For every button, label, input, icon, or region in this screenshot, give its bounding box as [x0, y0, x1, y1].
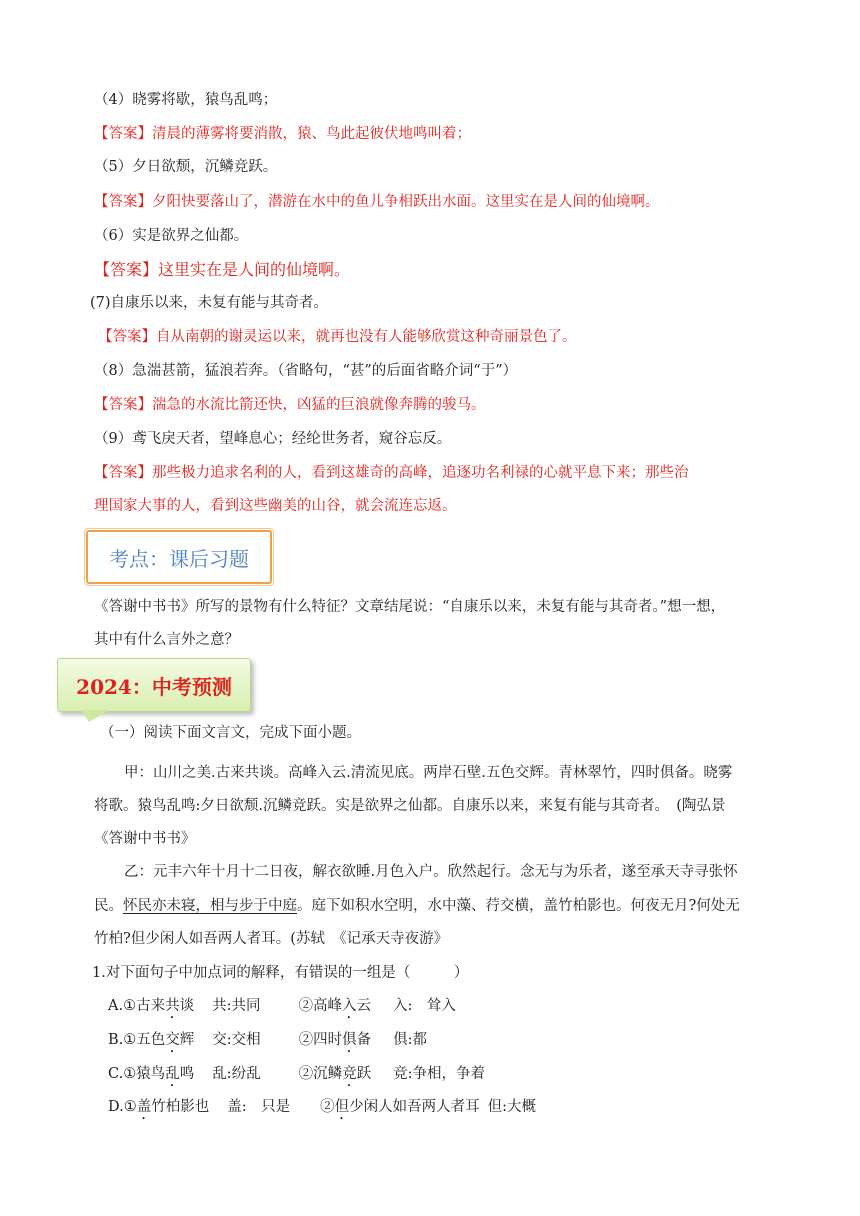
- option-item-1-rest: 辉: [179, 1032, 195, 1048]
- option-explain-1: 乱:纷乱: [212, 1066, 261, 1082]
- question-line-2: 其中有什么言外之意？: [94, 632, 239, 648]
- option-label: D.: [108, 1099, 124, 1115]
- banner-title: 2024：中考预测: [57, 658, 251, 712]
- answer-7: 【答案】自从南朝的谢灵运以来，就再也没有人能够欣赏这种奇丽景色了。: [98, 329, 577, 345]
- option-item-2-rest: 少闲人如吾两人者耳: [349, 1099, 480, 1115]
- passage-yi-line1: 乙：元丰六年十月十二日夜，解衣欲睡.月色入户。欣然起行。念无与为乐者，遂至承天寺寻张怀: [124, 864, 738, 880]
- item-6-text: （6）实是欲界之仙都。: [94, 228, 249, 244]
- option-item-2: ②高峰: [298, 998, 342, 1014]
- option-item-1: ①: [123, 1099, 137, 1115]
- dotted-word: 盖: [136, 1099, 152, 1115]
- option-item-2-rest: 跃: [356, 1066, 372, 1082]
- passage-yi-line2: [94, 896, 740, 916]
- kaodian-heading: [86, 530, 272, 584]
- question-line-1: 《答谢中书书》所写的景物有什么特征？文章结尾说：“自康乐以来，未复有能与其奇者。”想一想，: [94, 599, 726, 615]
- option-explain-1: 盖: 只是: [227, 1099, 291, 1115]
- option-item-1-rest: 鸣: [179, 1066, 195, 1082]
- answer-6: 【答案】这里实在是人间的仙境啊。: [94, 260, 351, 279]
- forecast-banner: [57, 658, 253, 722]
- section-intro: （一）阅读下面文言文，完成下面小题。: [100, 725, 361, 741]
- dotted-word: 交: [165, 1032, 180, 1048]
- dotted-word: 但: [334, 1099, 350, 1115]
- option-b: [108, 1030, 427, 1056]
- option-item-2: ②四时: [298, 1032, 343, 1048]
- answer-9-line1: 【答案】那些极力追求名利的人，看到这雄奇的高峰，追逐功名利禄的心就平息下来；那些治: [94, 465, 689, 481]
- option-item-2-rest: 云: [356, 998, 371, 1014]
- dotted-word: 入: [341, 998, 357, 1014]
- option-item-2-rest: 备: [356, 1032, 372, 1048]
- option-item-2: ②沉鳞: [298, 1066, 343, 1082]
- option-item-1-rest: 竹柏影也: [151, 1099, 210, 1115]
- option-label: A.: [108, 998, 124, 1014]
- option-explain-2: 俱:都: [393, 1032, 428, 1048]
- option-c: [108, 1064, 485, 1090]
- dotted-word: 共: [165, 998, 180, 1014]
- option-d: [108, 1097, 536, 1123]
- passage-yi-line3: 竹柏?但少闲人如吾两人者耳。(苏轼 《记承天寺夜游》: [94, 931, 449, 947]
- option-item-2: ②: [320, 1099, 335, 1115]
- passage-jia-line1: 甲：山川之美.古来共谈。高峰入云.清流见底。两岸石壁.五色交辉。青林翠竹，四时俱备。晓雾: [124, 765, 733, 781]
- option-explain-2: 竞:争相，争着: [393, 1066, 485, 1082]
- answer-5: 【答案】夕阳快要落山了，潜游在水中的鱼儿争相跃出水面。这里实在是人间的仙境啊。: [94, 194, 660, 210]
- item-8-text: （8）急湍甚箭，猛浪若奔。（省略句，“甚”的后面省略介词“于”）: [94, 363, 518, 379]
- dotted-word: 竞: [342, 1066, 357, 1082]
- option-explain-1: 交:交相: [212, 1032, 261, 1048]
- item-5-text: （5）夕日欲颓，沉鳞竞跃。: [94, 159, 278, 175]
- banner-tail-shape: [81, 710, 109, 722]
- item-9-text: （9）鸢飞戾天者，望峰息心；经纶世务者，窥谷忘反。: [94, 431, 452, 447]
- passage-jia-line2: 将歌。猿鸟乱鸣:夕日欲颓.沉鳞竞跃。实是欲界之仙都。自康乐以来，来复有能与其奇者。 (陶弘景: [94, 798, 726, 814]
- item-4-text: （4）晓雾将歇，猿鸟乱鸣；: [94, 92, 278, 108]
- question-1-stem: 1.对下面句子中加点词的解释，有错误的一组是（ ）: [92, 965, 469, 981]
- option-explain-1: 共:共同: [212, 998, 261, 1014]
- option-item-1: ①古来: [123, 998, 166, 1014]
- option-item-1: ①五色: [123, 1032, 166, 1048]
- dotted-word: 乱: [165, 1066, 180, 1082]
- option-a: [108, 996, 456, 1022]
- underlined-sentence: 怀民亦未寝，相与步于中庭: [123, 898, 297, 914]
- answer-8: 【答案】湍急的水流比箭还快，凶猛的巨浪就像奔腾的骏马。: [94, 397, 486, 413]
- dotted-word: 俱: [342, 1032, 357, 1048]
- option-explain-2: 入: 耸入: [392, 998, 456, 1014]
- option-label: B.: [108, 1032, 124, 1048]
- passage-jia-line3: 《答谢中书书》: [94, 831, 196, 847]
- option-item-1-rest: 谈: [179, 998, 195, 1014]
- yi-line2-end: 。庭下如积水空明，水中藻、荇交横，盖竹柏影也。何夜无月?何处无: [297, 898, 740, 914]
- option-explain-2: 但:大概: [487, 1099, 536, 1115]
- yi-line2-start: 民。: [94, 898, 123, 914]
- option-label: C.: [108, 1066, 124, 1082]
- answer-4: 【答案】清晨的薄雾将要消散，猿、鸟此起彼伏地鸣叫着；: [94, 126, 471, 142]
- option-item-1: ①猿鸟: [123, 1066, 166, 1082]
- answer-9-line2: 理国家大事的人，看到这些幽美的山谷，就会流连忘返。: [94, 498, 457, 514]
- kaodian-title: 考点：课后习题: [109, 546, 249, 571]
- item-7-text: (7)自康乐以来，未复有能与其奇者。: [90, 295, 329, 311]
